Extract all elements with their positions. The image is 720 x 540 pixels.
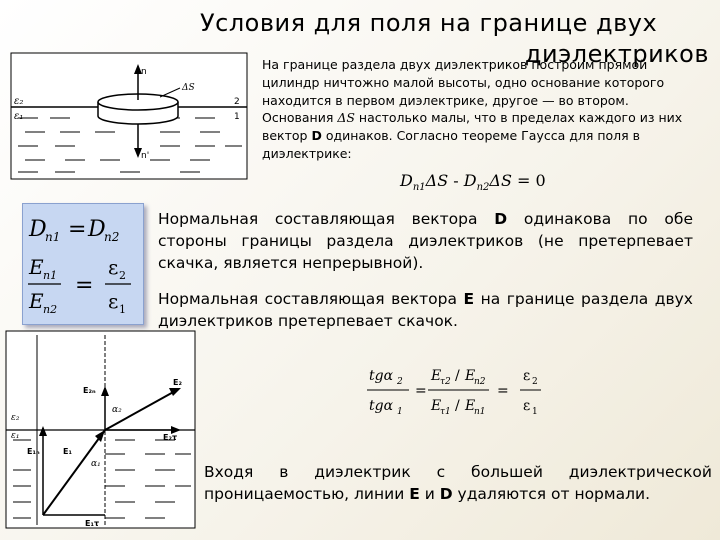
tg-eps1-sub: 1 — [532, 407, 538, 417]
intro-text-3: одинаков. Согласно теореме Гаусса для поля в диэлектрике: — [262, 128, 641, 161]
gauss-d2-sub: n2 — [476, 182, 490, 194]
box-dn1-sub: n1 — [45, 230, 61, 244]
para1-text-2: одинакова по обе стороны границы раздела диэлектриков (не претерпевает скачка, является непрерывной). — [158, 210, 693, 272]
intro-paragraph — [262, 56, 702, 163]
tg-alpha1: tgα — [369, 398, 394, 414]
gauss-d1-sub: n1 — [412, 182, 426, 194]
para3-text-2: удаляются от нормали. — [452, 485, 650, 503]
box-dn1: D — [29, 217, 47, 242]
intro-text-1: На границе раздела двух диэлектриков построим прямой цилиндр ничтожно малой высоты, одно основание которого находится в первом диэлектрике, другое — во втором. Основания — [262, 57, 665, 126]
box-en2-sub: n2 — [43, 303, 58, 316]
fig1-region1-label: 1 — [234, 112, 240, 122]
box-eq2: = — [75, 273, 94, 298]
label-alpha1: α₁ — [91, 459, 101, 469]
tg-e-n1: E — [465, 398, 476, 414]
tg-eps2: ε — [523, 368, 531, 384]
box-eps1: ε — [108, 289, 119, 313]
box-eps2: ε — [108, 255, 119, 279]
tg-slash-top: / — [455, 368, 460, 384]
tg-e-tau2: E — [431, 368, 442, 384]
tg-e-tau1: E — [431, 398, 442, 414]
para1-vector-d: D — [494, 210, 508, 228]
label-e1: E₁ — [63, 447, 72, 456]
box-en2: E — [29, 289, 44, 313]
title-line-1: Условия для поля на границе двух — [200, 9, 658, 37]
label-e2t: E₂τ — [163, 433, 178, 442]
tg-eps2-sub: 2 — [532, 377, 538, 387]
normal-n-label: n — [141, 67, 147, 77]
box-en1-sub: n1 — [43, 269, 58, 282]
para2-vector-e: E — [463, 290, 475, 308]
label-alpha2: α₂ — [112, 405, 122, 415]
box-eq1: = — [68, 217, 87, 242]
box-eps1-sub: 1 — [119, 303, 126, 316]
tg-alpha1-sub: 1 — [397, 407, 403, 417]
intro-text-2: настолько малы, что в пределах каждого из них вектор — [262, 110, 683, 144]
gauss-equals-zero: = 0 — [517, 171, 546, 190]
tg-e-n2: E — [465, 368, 476, 384]
tg-eq2: = — [497, 383, 509, 399]
gauss-minus: - — [453, 171, 459, 190]
para3-text-1: Входя в диэлектрик с большей диэлектрической проницаемостью, линии — [204, 463, 712, 503]
box-eps2-sub: 2 — [119, 269, 126, 282]
gauss-d1: D — [400, 171, 413, 190]
fig2-eps2-label: ε₂ — [11, 413, 20, 423]
paragraph-e-normal — [158, 288, 693, 332]
para2-text-1: Нормальная составляющая вектора — [158, 290, 464, 308]
tg-eq1: = — [415, 383, 427, 399]
para3-vector-e: E — [409, 485, 420, 503]
cylinder-figure — [10, 52, 250, 182]
gauss-d2: D — [463, 171, 477, 190]
label-e2n: E₂ₙ — [83, 386, 96, 395]
gauss-ds1: ΔS — [425, 171, 449, 190]
tg-e-tau2-sub: τ2 — [440, 377, 451, 387]
paragraph-conclusion — [204, 461, 712, 505]
label-e2: E₂ — [173, 378, 182, 387]
normal-n-prime-label: n' — [141, 151, 150, 161]
tg-alpha2-sub: 2 — [397, 377, 403, 387]
delta-s-label: ΔS — [182, 83, 195, 93]
gauss-ds2: ΔS — [489, 171, 512, 190]
para1-text-1: Нормальная составляющая вектора — [158, 210, 495, 228]
label-e1n: E₁ₙ — [27, 447, 40, 456]
intro-vector-d: D — [311, 128, 322, 144]
refraction-figure — [5, 330, 197, 530]
fig1-eps1-label: ε₁ — [14, 111, 24, 122]
tg-eps1: ε — [523, 398, 531, 414]
fig2-eps1-label: ε₁ — [11, 431, 20, 441]
tg-e-n1-sub: n1 — [474, 407, 486, 417]
fig1-eps2-label: ε₂ — [14, 96, 24, 107]
para2-text-2: на границе раздела двух диэлектриков претерпевает скачок. — [158, 290, 693, 330]
intro-delta-s: ΔS — [337, 110, 355, 126]
tg-slash-bottom: / — [455, 398, 460, 414]
paragraph-d-normal — [158, 208, 693, 274]
gauss-equation — [400, 171, 546, 193]
label-e1t: E₁τ — [85, 519, 100, 528]
tg-alpha2: tgα — [369, 368, 394, 384]
box-en1: E — [29, 255, 44, 279]
box-dn2-sub: n2 — [104, 230, 120, 244]
para3-vector-d: D — [439, 485, 453, 503]
tangent-equation — [365, 358, 565, 428]
title-line-2: диэлектриков — [524, 40, 709, 68]
tg-e-n2-sub: n2 — [474, 377, 486, 387]
box-dn2: D — [88, 217, 106, 242]
para3-and: и — [419, 485, 440, 503]
tg-e-tau1-sub: τ1 — [440, 407, 451, 417]
fig1-region2-label: 2 — [234, 97, 240, 107]
boundary-conditions-box — [22, 203, 144, 325]
